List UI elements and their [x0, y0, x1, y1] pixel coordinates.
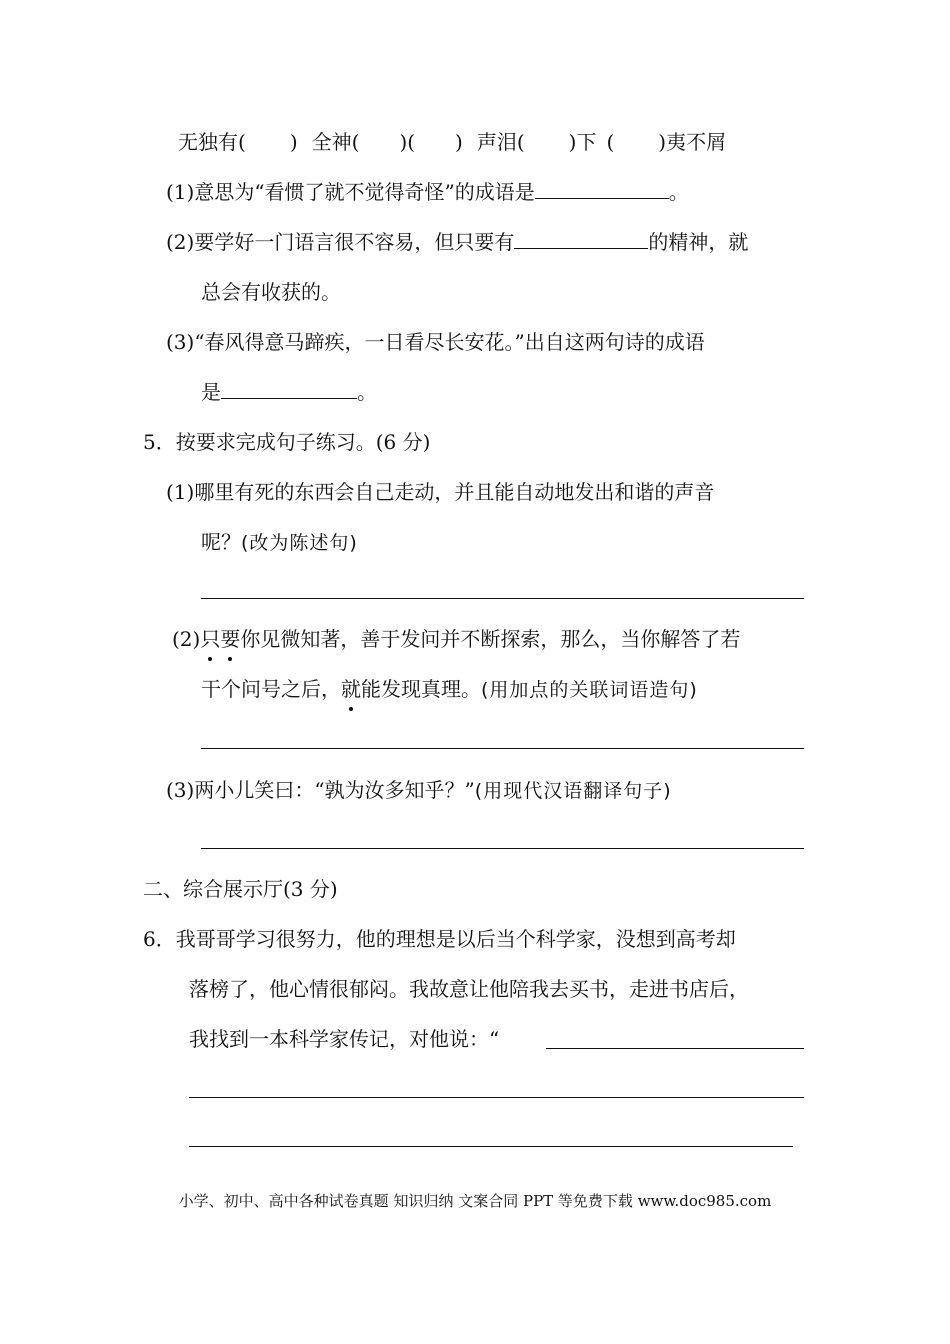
q5-item-2-note: (用加点的关联词语造句) [481, 679, 698, 701]
q5-item-3-note: (用现代汉语翻译句子) [474, 780, 672, 802]
q5-title [143, 428, 430, 456]
q5-item-2-cont [201, 675, 698, 704]
q4-item-1-end: 。 [668, 180, 689, 204]
idiom-row [178, 128, 726, 156]
q5-item-2-cont-text-2: 能发现真理。 [361, 677, 481, 701]
q6-answer-line-1[interactable] [546, 1048, 804, 1049]
idiom-2-close: ) [455, 130, 463, 154]
q6-line-2-text: 落榜了，他心情很郁闷。我故意让他陪我去买书，走进书店后， [189, 977, 749, 1001]
q4-item-2-blank[interactable] [514, 228, 648, 249]
q5-item-2-answer-line[interactable] [201, 748, 804, 749]
q5-item-1-note: (改为陈述句) [241, 532, 358, 554]
page-footer [0, 1190, 950, 1212]
q4-item-3-end: 。 [357, 380, 377, 404]
q4-item-3-cont [201, 378, 377, 406]
idiom-4-rest: )夷不屑 [658, 130, 727, 154]
idiom-1-close: ) [289, 130, 298, 154]
idiom-1-prefix: 无独有( [178, 130, 246, 154]
q4-item-3-text: (3)“春风得意马蹄疾，一日看尽长安花。”出自这两句诗的成语 [166, 330, 705, 354]
q5-item-2-dotted-1: 只 [200, 627, 221, 651]
q4-item-2-end: 的精神，就 [648, 230, 749, 254]
section-2-title [143, 875, 338, 903]
q6-answer-line-3[interactable] [189, 1146, 793, 1147]
q4-item-2-text: (2)要学好一门语言很不容易，但只要有 [166, 230, 515, 254]
q6-line-3-text: 我找到一本科学家传记，对他说：“ [189, 1027, 500, 1051]
q5-item-1 [166, 478, 714, 506]
q6-line-1-text: 6．我哥哥学习很努力，他的理想是以后当个科学家，没想到高考却 [143, 927, 736, 951]
q4-item-3-cont-text: 是 [201, 380, 221, 404]
q5-item-3-answer-line[interactable] [201, 848, 804, 849]
q6-line-1 [143, 925, 736, 953]
idiom-3-prefix: 声泪( [476, 130, 525, 154]
q4-item-1-text: (1)意思为“看惯了就不觉得奇怪”的成语是 [166, 180, 535, 204]
q4-item-2-cont-text: 总会有收获的。 [201, 280, 341, 304]
q6-line-3 [189, 1025, 499, 1053]
q5-item-2-cont-text-1: 干个问号之后， [201, 677, 341, 701]
q5-title-text: 5．按要求完成句子练习。(6 分) [143, 430, 431, 454]
q4-item-2 [166, 228, 748, 256]
idiom-2-prefix: 全神( [311, 130, 360, 154]
footer-text: 小学、初中、高中各种试卷真题 知识归纳 文案合同 PPT 等免费下载 www.doc985.com [178, 1192, 772, 1210]
q5-item-2-dotted-3: 就 [341, 677, 361, 701]
q5-item-1-cont [201, 528, 358, 557]
idiom-4-open: ( [606, 130, 615, 154]
q5-item-1-text: (1)哪里有死的东西会自己走动，并且能自动地发出和谐的声音 [166, 480, 715, 504]
q5-item-2-prefix: (2) [172, 627, 201, 651]
q5-item-2-text: 你见微知著，善于发问并不断探索，那么，当你解答了若 [240, 627, 741, 651]
idiom-3-close: )下 [568, 130, 597, 154]
q4-item-1-blank[interactable] [535, 178, 669, 199]
idiom-2-mid: )( [399, 130, 416, 154]
q5-item-3-text: (3)两小儿笑曰：“孰为汝多知乎？” [166, 778, 475, 802]
section-2-title-text: 二、综合展示厅(3 分) [143, 877, 338, 901]
q5-item-3 [166, 776, 672, 805]
q4-item-2-cont [201, 278, 341, 306]
q4-item-3-blank[interactable] [221, 378, 357, 399]
q5-item-2-dotted-2: 要 [220, 627, 241, 651]
q5-item-1-cont-text: 呢？ [201, 530, 241, 554]
q4-item-1 [166, 178, 689, 206]
q5-item-2 [172, 625, 740, 653]
q6-line-2 [189, 975, 749, 1003]
q4-item-3 [166, 328, 705, 356]
q6-answer-line-2[interactable] [189, 1097, 804, 1098]
q5-item-1-answer-line[interactable] [201, 598, 804, 599]
